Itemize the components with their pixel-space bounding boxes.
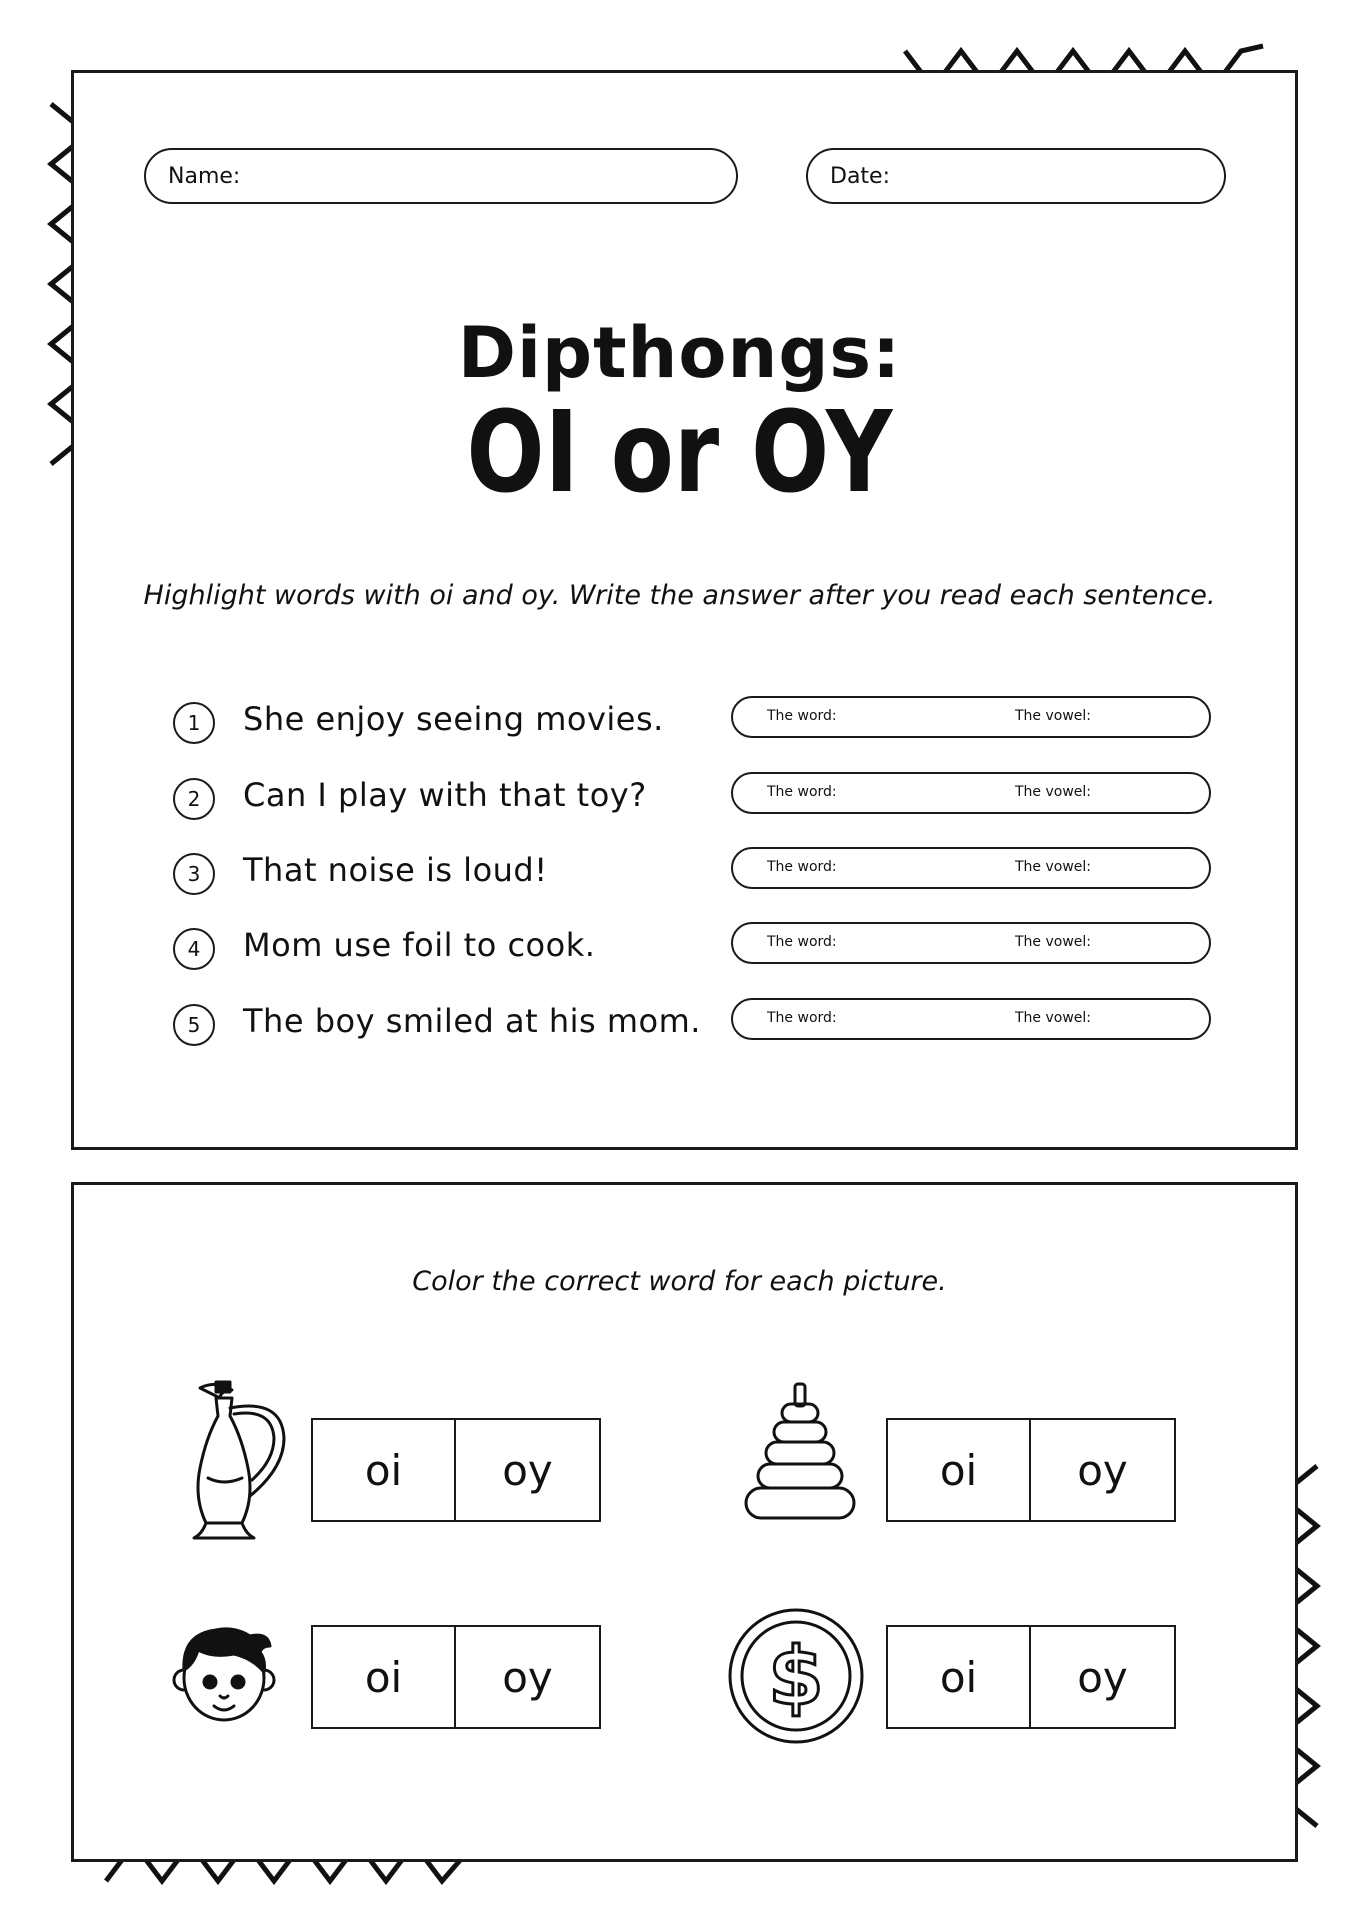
answer-field[interactable] <box>731 998 1211 1040</box>
word-label: The word: <box>767 1010 837 1026</box>
item-sentence: That noise is loud! <box>243 851 548 889</box>
date-label: Date: <box>830 163 890 189</box>
item-sentence: Mom use foil to cook. <box>243 926 596 964</box>
list-item <box>0 1004 1359 1054</box>
answer-field[interactable] <box>731 772 1211 814</box>
option-oi[interactable]: oi <box>886 1625 1031 1729</box>
vowel-label: The vowel: <box>1015 1010 1092 1026</box>
item-sentence: The boy smiled at his mom. <box>243 1002 701 1040</box>
item-number: 4 <box>173 928 215 970</box>
item-sentence: Can I play with that toy? <box>243 776 647 814</box>
name-field[interactable] <box>144 148 738 204</box>
date-field[interactable] <box>806 148 1226 204</box>
option-oy[interactable]: oy <box>456 1418 601 1522</box>
item-number: 5 <box>173 1004 215 1046</box>
word-label: The word: <box>767 934 837 950</box>
option-oi[interactable]: oi <box>311 1625 456 1729</box>
choice-group-boy <box>311 1625 601 1729</box>
section2-instruction: Color the correct word for each picture. <box>412 1266 947 1297</box>
boy-face-icon <box>164 1620 284 1730</box>
answer-field[interactable] <box>731 922 1211 964</box>
item-number: 1 <box>173 702 215 744</box>
vowel-label: The vowel: <box>1015 708 1092 724</box>
answer-field[interactable] <box>731 847 1211 889</box>
stacking-rings-toy-icon <box>740 1382 860 1532</box>
option-oi[interactable]: oi <box>886 1418 1031 1522</box>
vowel-label: The vowel: <box>1015 934 1092 950</box>
item-number: 3 <box>173 853 215 895</box>
option-oy[interactable]: oy <box>456 1625 601 1729</box>
option-oi[interactable]: oi <box>311 1418 456 1522</box>
item-sentence: She enjoy seeing movies. <box>243 700 664 738</box>
list-item <box>0 928 1359 978</box>
answer-field[interactable] <box>731 696 1211 738</box>
option-oy[interactable]: oy <box>1031 1418 1176 1522</box>
word-label: The word: <box>767 708 837 724</box>
svg-text:$: $ <box>768 1630 824 1723</box>
coin-icon <box>726 1606 866 1746</box>
vowel-label: The vowel: <box>1015 784 1092 800</box>
list-item <box>0 853 1359 903</box>
title-line-2: OI or OY <box>466 388 893 518</box>
list-item <box>0 778 1359 828</box>
vowel-label: The vowel: <box>1015 859 1092 875</box>
oil-jug-icon <box>172 1378 302 1548</box>
choice-group-coin <box>886 1625 1176 1729</box>
name-label: Name: <box>168 163 241 189</box>
choice-group-jug <box>311 1418 601 1522</box>
choice-group-toy <box>886 1418 1176 1522</box>
word-label: The word: <box>767 784 837 800</box>
item-number: 2 <box>173 778 215 820</box>
word-label: The word: <box>767 859 837 875</box>
section1-instruction: Highlight words with oi and oy. Write the answer after you read each sentence. <box>143 580 1216 611</box>
list-item <box>0 702 1359 752</box>
title-line-1: Dipthongs: <box>457 312 902 394</box>
option-oy[interactable]: oy <box>1031 1625 1176 1729</box>
